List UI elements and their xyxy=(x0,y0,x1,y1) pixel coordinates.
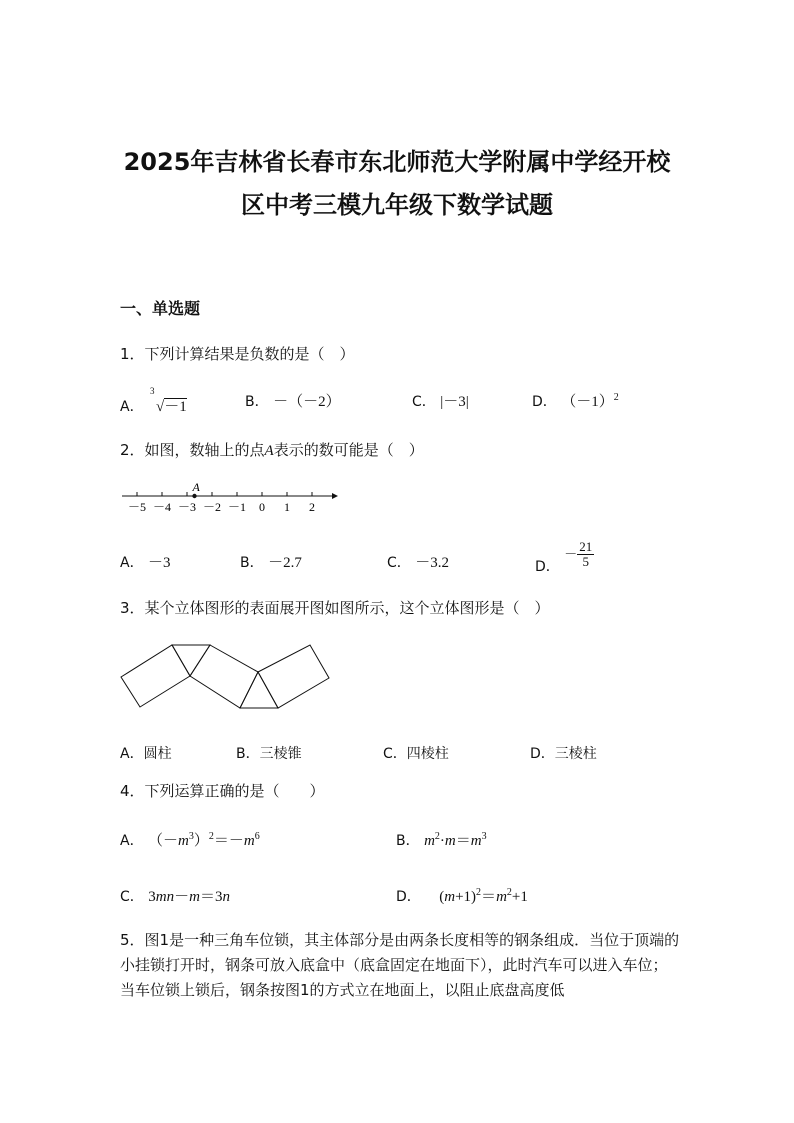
option-b-expression: －（－2） xyxy=(273,394,341,410)
option-label: D． xyxy=(396,889,421,905)
point-variable: A xyxy=(264,443,274,459)
net-rectangle xyxy=(258,645,329,708)
prism-net-figure xyxy=(118,640,336,716)
option-label: A． xyxy=(120,833,144,849)
option-c-expression: |－3| xyxy=(440,394,469,410)
question-4-stem: 4．下列运算正确的是（ ） xyxy=(120,782,325,800)
net-rectangle xyxy=(121,645,190,707)
tick-label: －2 xyxy=(202,500,222,514)
tick-group xyxy=(128,492,315,514)
section-heading: 一、单选题 xyxy=(120,299,201,318)
q4-option-b xyxy=(396,829,487,850)
question-2-stem xyxy=(120,439,424,460)
q1-option-b xyxy=(245,390,341,411)
option-label: D． xyxy=(535,558,560,575)
question-5-text: 5．图1是一种三角车位锁，其主体部分是由两条长度相等的钢条组成．当位于顶端的小挂锁打开时，钢条可放入底盒中（底盒固定在地面下），此时汽车可以进入车位；当车位锁上锁后，钢条按图1的方式立在地面上，以阻止底盘高度低 xyxy=(120,931,680,999)
q3-option-a: A．圆柱 xyxy=(120,746,172,762)
net-triangle xyxy=(240,672,278,708)
net-triangle xyxy=(172,645,210,676)
option-d-base: （－1） xyxy=(561,394,614,410)
option-c-expression: 3mn－m＝3n xyxy=(148,889,230,905)
q3-option-d: D．三棱柱 xyxy=(530,746,597,762)
fraction-sign: － xyxy=(564,546,578,562)
cube-root-expression: 3 √－1 xyxy=(150,386,187,415)
net-rectangle xyxy=(190,645,258,708)
option-b-value: －2.7 xyxy=(268,555,302,571)
q4-option-d xyxy=(396,885,528,906)
q4-option-c xyxy=(120,885,230,906)
fraction xyxy=(577,540,594,569)
number-line-figure xyxy=(118,478,340,518)
question-1-stem: 1．下列计算结果是负数的是（ ） xyxy=(120,345,355,363)
numerator: 21 xyxy=(579,539,593,554)
q2-option-c xyxy=(387,551,449,572)
q1-option-a xyxy=(120,386,187,416)
option-label: A． xyxy=(120,555,144,571)
q2-option-b xyxy=(240,551,302,572)
denominator: 5 xyxy=(582,554,589,569)
option-label: D． xyxy=(532,394,557,410)
q3-option-c: C．四棱柱 xyxy=(383,746,449,762)
arrow-icon xyxy=(332,493,338,499)
option-label: C． xyxy=(387,555,411,571)
point-a-marker xyxy=(192,494,196,498)
option-label: C． xyxy=(120,889,144,905)
tick-label: 0 xyxy=(259,500,265,514)
q2-option-d xyxy=(535,539,594,575)
option-b-expression: $m^2\cdot m=m^3$ xyxy=(424,831,487,849)
option-label: A． xyxy=(120,399,144,415)
q3-option-b: B．三棱锥 xyxy=(236,746,302,762)
option-c-value: －3.2 xyxy=(415,555,449,571)
option-label: B． xyxy=(245,394,269,410)
option-a-value: －3 xyxy=(148,555,171,571)
q2-option-a xyxy=(120,551,171,572)
tick-label: －3 xyxy=(177,500,197,514)
option-d-expression: $(m+1)^2=m^2+1$ xyxy=(439,887,528,905)
option-d-exponent: 2 xyxy=(613,392,619,403)
point-a-label: A xyxy=(192,480,200,494)
stem-part: 2．如图，数轴上的点 xyxy=(120,441,265,459)
page-title-line1: 2025年吉林省长春市东北师范大学附属中学经开校 xyxy=(123,148,671,176)
tick-label: 1 xyxy=(284,500,290,514)
page-title-line2: 区中考三模九年级下数学试题 xyxy=(241,191,553,219)
q1-option-c xyxy=(412,390,469,411)
option-a-expression: $(-m^3)^2=-m^6$ xyxy=(148,831,260,849)
option-label: B． xyxy=(396,833,420,849)
tick-label: －1 xyxy=(227,500,247,514)
option-label: C． xyxy=(412,394,436,410)
q1-option-d xyxy=(532,390,619,411)
tick-label: －4 xyxy=(152,500,172,514)
question-3-stem: 3．某个立体图形的表面展开图如图所示，这个立体图形是（ ） xyxy=(120,599,550,617)
tick-label: －5 xyxy=(127,500,147,514)
tick-label: 2 xyxy=(309,500,315,514)
radicand: －1 xyxy=(164,399,187,415)
q4-option-a xyxy=(120,829,260,850)
stem-part: 表示的数可能是（ ） xyxy=(273,441,424,459)
option-label: B． xyxy=(240,555,264,571)
